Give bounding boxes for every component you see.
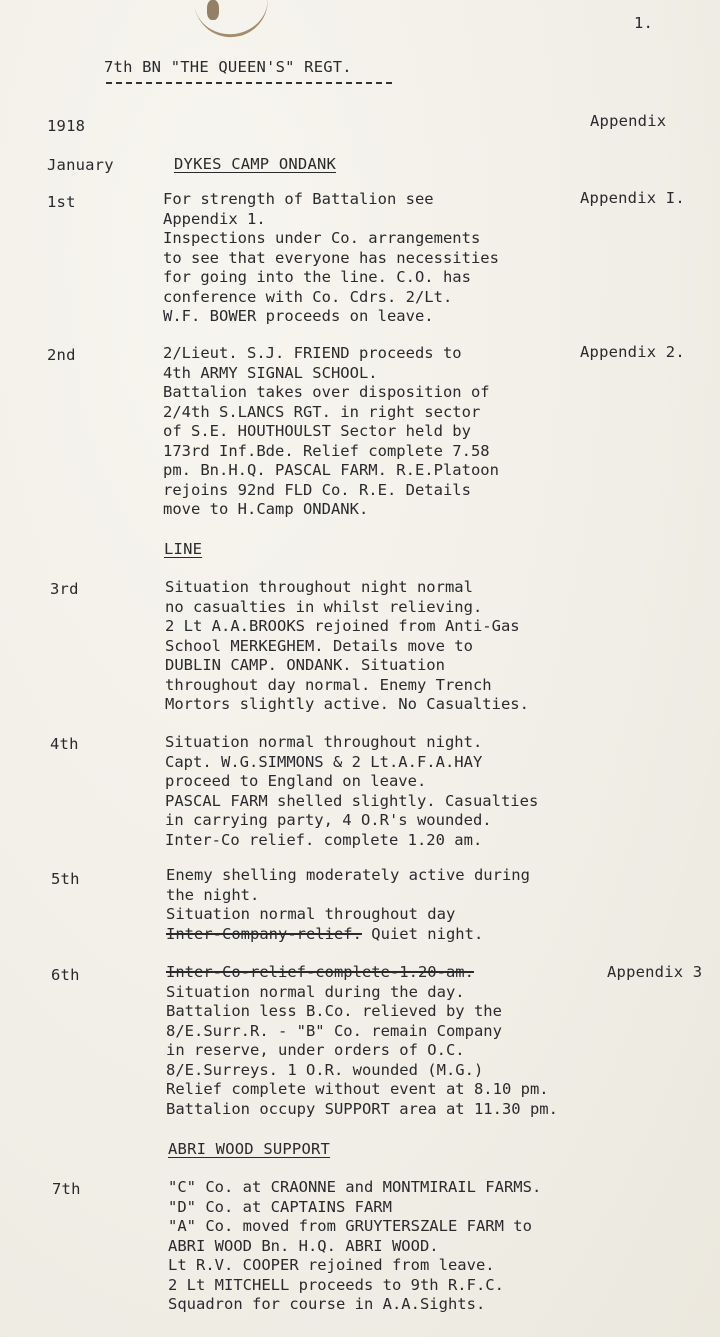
entry-line: Appendix 1. (163, 209, 266, 228)
entry-line: Mortors slightly active. No Casualties. (165, 695, 529, 713)
entry-line: PASCAL FARM shelled slightly. Casualties (165, 791, 539, 810)
entry-line: Situation normal throughout night. (165, 733, 483, 751)
entry-line: For strength of Battalion see (163, 190, 434, 208)
entry-line: W.F. BOWER proceeds on leave. (163, 307, 434, 325)
month: January (47, 156, 114, 174)
entry-line: in carrying party, 4 O.R's wounded. (165, 811, 492, 829)
entry-line: Battalion takes over disposition of (163, 383, 490, 401)
entry-appendix-6th: Appendix 3 (607, 963, 703, 981)
entry-line: the night. (166, 885, 260, 904)
entry-line-with-strike (166, 925, 530, 945)
entry-text-1st (163, 190, 499, 327)
entry-appendix-2nd: Appendix 2. (580, 343, 685, 361)
entry-line: Squadron for course in A.A.Sights. (168, 1295, 486, 1313)
entry-line: pm. Bn.H.Q. PASCAL FARM. R.E.Platoon (163, 461, 499, 479)
entry-line: 2 Lt A.A.BROOKS rejoined from Anti-Gas (165, 617, 520, 635)
entry-line: School MERKEGHEM. Details move to (165, 636, 473, 655)
paper-stain (193, 0, 272, 42)
entry-line: conference with Co. Cdrs. 2/Lt. (163, 287, 453, 306)
entry-line: in reserve, under orders of O.C. (166, 1041, 465, 1059)
page-number: 1. (634, 14, 654, 32)
entry-day-3rd: 3rd (50, 580, 79, 598)
entry-day-4th: 4th (50, 735, 79, 753)
entry-day-1st: 1st (47, 193, 76, 211)
entry-line: 2/4th S.LANCS RGT. in right sector (163, 402, 481, 421)
document-title: 7th BN "THE QUEEN'S" REGT. (104, 58, 352, 76)
entry-line: Battalion less B.Co. relieved by the (166, 1002, 502, 1020)
title-underline (106, 82, 392, 84)
entry-text-3rd (165, 578, 529, 715)
struck-text: Inter-Co-relief-complete-1.20-am. (166, 963, 474, 981)
appendix-column-header: Appendix (590, 112, 667, 130)
entry-text-7th (168, 1178, 541, 1315)
entry-line: "C" Co. at CRAONNE and MONTMIRAIL FARMS. (168, 1178, 542, 1196)
entry-line: DUBLIN CAMP. ONDANK. Situation (165, 656, 445, 674)
entry-line: Capt. W.G.SIMMONS & 2 Lt.A.F.A.HAY (165, 752, 483, 771)
entry-text-4th (165, 733, 538, 850)
entry-line: to see that everyone has necessities (163, 248, 499, 267)
section-heading-line: LINE (164, 540, 203, 558)
entry-text-5th (166, 866, 530, 944)
entry-line: 2/Lieut. S.J. FRIEND proceeds to (163, 344, 462, 362)
entry-line: "A" Co. moved from GRUYTERSZALE FARM to (168, 1217, 532, 1235)
entry-line: of S.E. HOUTHOULST Sector held by (163, 422, 471, 440)
entry-line: rejoins 92nd FLD Co. R.E. Details (163, 480, 471, 499)
entry-line: throughout day normal. Enemy Trench (165, 675, 492, 694)
entry-day-6th: 6th (51, 966, 80, 984)
entry-line: Enemy shelling moderately active during (166, 866, 530, 884)
entry-line: Inspections under Co. arrangements (163, 229, 481, 247)
struck-text: Inter-Company-relief. (166, 924, 362, 943)
entry-line: proceed to England on leave. (165, 772, 427, 790)
entry-line: "D" Co. at CAPTAINS FARM (168, 1197, 392, 1216)
entry-text-6th (166, 963, 558, 1119)
entry-line: Situation throughout night normal (165, 578, 473, 596)
entry-line: 173rd Inf.Bde. Relief complete 7.58 (163, 441, 490, 460)
section-heading-dykes-camp: DYKES CAMP ONDANK (174, 155, 337, 173)
entry-day-5th: 5th (51, 870, 80, 888)
entry-line: 8/E.Surreys. 1 O.R. wounded (M.G.) (166, 1060, 484, 1079)
paper-stain-spot (207, 0, 219, 20)
entry-line: Situation normal throughout day (166, 905, 456, 923)
year: 1918 (47, 117, 86, 135)
entry-text-2nd (163, 344, 499, 520)
entry-line: Relief complete without event at 8.10 pm. (166, 1080, 549, 1098)
entry-line-tail: Quiet night. (361, 924, 484, 943)
entry-day-7th: 7th (52, 1180, 81, 1198)
entry-line: 8/E.Surr.R. - "B" Co. remain Company (166, 1021, 502, 1040)
entry-line: 2 Lt MITCHELL proceeds to 9th R.F.C. (168, 1275, 504, 1294)
entry-appendix-1st: Appendix I. (580, 189, 685, 207)
entry-line: no casualties in whilst relieving. (165, 597, 483, 616)
entry-line: move to H.Camp ONDANK. (163, 500, 369, 518)
entry-line: for going into the line. C.O. has (163, 268, 471, 286)
entry-line: Situation normal during the day. (166, 982, 465, 1001)
entry-line: Battalion occupy SUPPORT area at 11.30 pm. (166, 1099, 558, 1118)
entry-line: 4th ARMY SIGNAL SCHOOL. (163, 363, 378, 382)
entry-day-2nd: 2nd (47, 346, 76, 364)
section-heading-abri-wood: ABRI WOOD SUPPORT (168, 1140, 331, 1158)
entry-line: ABRI WOOD Bn. H.Q. ABRI WOOD. (168, 1236, 439, 1255)
entry-line: Lt R.V. COOPER rejoined from leave. (168, 1256, 495, 1274)
entry-line: Inter-Co relief. complete 1.20 am. (165, 830, 483, 849)
